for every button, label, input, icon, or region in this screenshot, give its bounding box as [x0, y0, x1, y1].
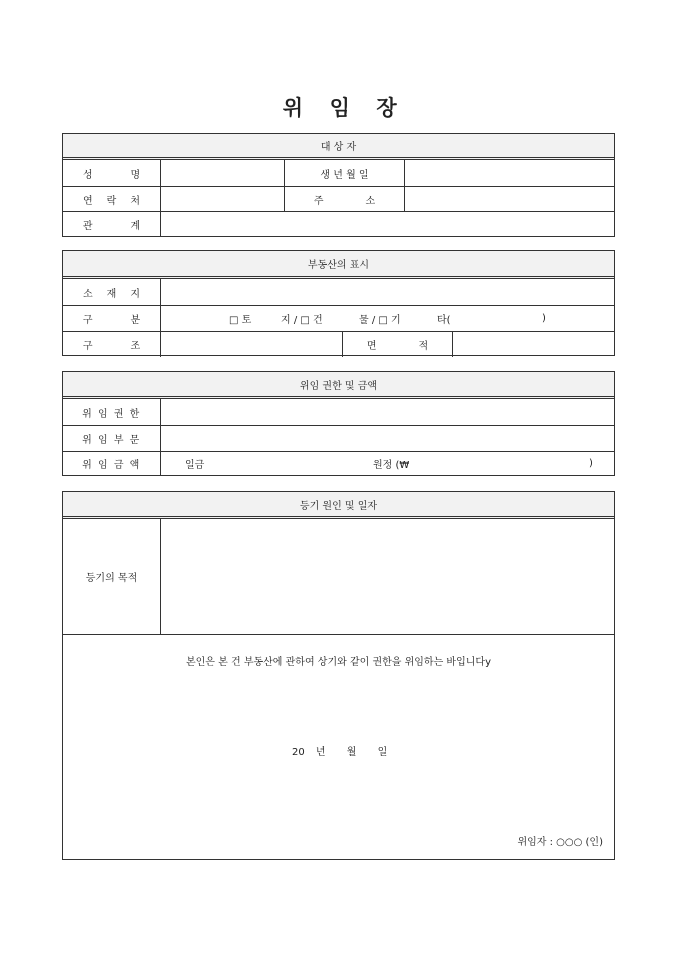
phone-label: 연 락 처 — [82, 195, 140, 207]
registration-statement-area — [63, 634, 614, 859]
registration-section — [62, 491, 615, 860]
target-section — [62, 133, 615, 237]
amount-label: 위 임 금 액 — [82, 460, 141, 471]
option-building[interactable]: 지 / □ 건 — [281, 315, 323, 326]
target-row-relation — [63, 211, 614, 236]
phone-field[interactable] — [160, 187, 284, 211]
relation-field[interactable] — [160, 212, 614, 236]
address-field[interactable] — [404, 187, 614, 211]
address-label: 주 소 — [284, 187, 404, 211]
amount-field[interactable] — [160, 452, 614, 475]
target-row-phone — [63, 186, 614, 211]
type-label: 구 분 — [82, 315, 141, 326]
location-label: 소 재 지 — [82, 288, 140, 300]
birth-field[interactable] — [404, 160, 614, 186]
signer-line: 위임자 : ○○○ (인) — [517, 837, 603, 848]
amount-close: ) — [589, 458, 593, 469]
name-label: 성 명 — [82, 169, 141, 181]
property-row-location — [63, 279, 614, 305]
authority-row-rights — [63, 399, 614, 425]
authority-header: 위임 권한 및 금액 — [63, 372, 614, 399]
authority-row-amount — [63, 451, 614, 475]
target-row-name — [63, 160, 614, 186]
amount-won: 원정 (₩ — [373, 460, 410, 471]
authority-section — [62, 371, 615, 476]
amount-prefix: 일금 — [185, 460, 205, 471]
registration-row-purpose — [63, 519, 614, 634]
property-row-type — [63, 305, 614, 331]
property-section — [62, 250, 615, 356]
birth-label: 생 년 월 일 — [284, 160, 404, 186]
page-title: 위 임 장 — [282, 96, 398, 120]
scope-label: 위 임 부 문 — [82, 435, 141, 446]
name-field[interactable] — [160, 160, 284, 186]
target-header: 대 상 자 — [63, 134, 614, 160]
authority-row-scope — [63, 425, 614, 451]
option-land[interactable]: □ 토 — [229, 315, 252, 326]
property-header: 부동산의 표시 — [63, 251, 614, 279]
property-row-structure — [63, 331, 614, 357]
purpose-label: 등기의 목적 — [85, 573, 138, 584]
relation-label: 관 계 — [82, 220, 141, 232]
location-field[interactable] — [160, 279, 614, 305]
structure-label: 구 조 — [82, 341, 141, 352]
option-other[interactable]: 물 / □ 기 — [359, 315, 401, 326]
area-field[interactable] — [452, 332, 614, 357]
purpose-field[interactable] — [160, 519, 614, 634]
structure-field[interactable] — [160, 332, 342, 357]
option-other-detail: 타( — [437, 315, 451, 326]
statement-text: 본인은 본 건 부동산에 관하여 상기와 같이 권한을 위임하는 바입니다y — [185, 657, 491, 668]
date-line: 20 년 월 일 — [292, 747, 388, 758]
rights-label: 위 임 권 한 — [82, 408, 141, 420]
scope-field[interactable] — [160, 426, 614, 451]
registration-header: 등기 원인 및 일자 — [63, 492, 614, 519]
type-options — [160, 306, 614, 331]
rights-field[interactable] — [160, 399, 614, 425]
area-label: 면 적 — [342, 332, 452, 357]
option-close-paren: ) — [542, 313, 546, 324]
